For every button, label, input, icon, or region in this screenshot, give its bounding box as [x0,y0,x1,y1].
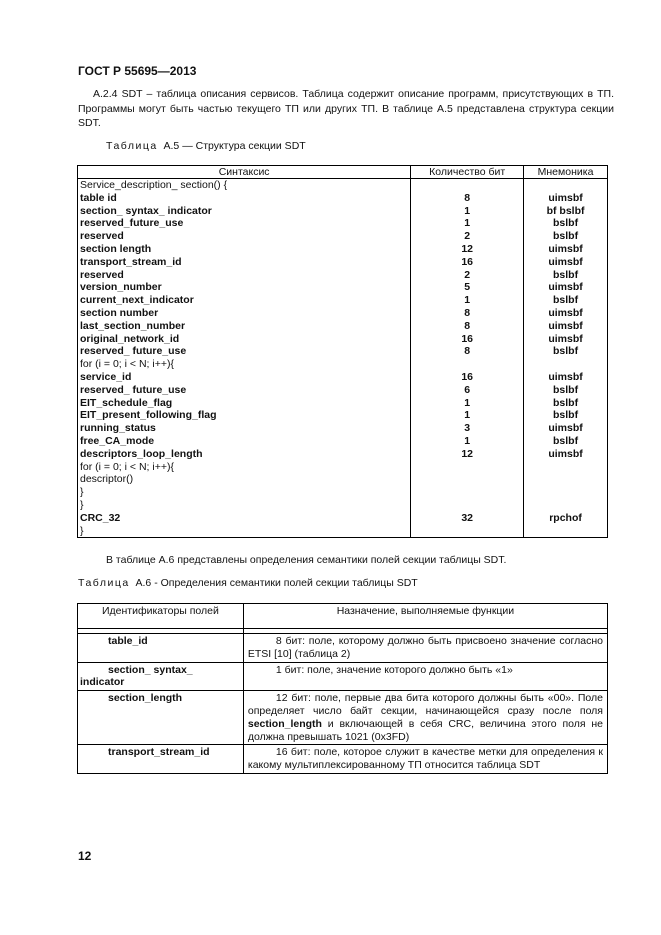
bits-cell: 8 [411,345,524,358]
table-row [78,294,608,307]
bits-cell: 6 [411,384,524,397]
mnemonic-cell: uimsbf [524,371,608,384]
mnemonic-cell: bslbf [524,269,608,282]
bits-cell: 16 [411,256,524,269]
mid-paragraph: В таблице А.6 представлены определения семантики полей секции таблицы SDT. [106,554,507,566]
table-row [78,281,608,294]
table-row [78,512,608,525]
bits-cell: 1 [411,217,524,230]
description-text: 12 бит: поле, первые два бита которого должны быть «00». Поле определяет число байт секции, начинающейся сразу после поля [247,692,603,717]
mnemonic-cell: uimsbf [524,320,608,333]
bits-cell [411,358,524,371]
intro-paragraph [78,87,614,131]
syntax-cell: original_network_id [78,333,411,346]
table-a6-header-row [78,604,608,629]
bits-cell: 1 [411,409,524,422]
syntax-cell: EIT_present_following_flag [78,409,411,422]
syntax-cell: version_number [78,281,411,294]
syntax-cell: Service_description_ section() { [78,179,411,192]
syntax-cell: reserved_future_use [78,217,411,230]
table-row [78,397,608,410]
mnemonic-cell: uimsbf [524,333,608,346]
table-a5-sdt-structure [77,165,608,538]
bits-cell: 12 [411,448,524,461]
mnemonic-cell: bslbf [524,409,608,422]
field-identifier-cell: transport_stream_id [78,745,244,774]
mnemonic-cell [524,461,608,474]
mnemonic-cell: bslbf [524,384,608,397]
description-text: и включающей в себя CRC, величина этого поля не должна превышать 1021 (0x3FD) [247,717,603,743]
table-row [78,179,608,192]
table-row [78,384,608,397]
field-description-cell [243,662,607,691]
bits-cell: 1 [411,205,524,218]
table-row [78,499,608,512]
table-row [78,345,608,358]
bits-cell [411,499,524,512]
document-header: ГОСТ Р 55695—2013 [78,64,197,78]
bits-cell: 3 [411,422,524,435]
syntax-cell: reserved_ future_use [78,384,411,397]
syntax-cell: free_CA_mode [78,435,411,448]
bits-cell: 32 [411,512,524,525]
table-row [78,745,608,774]
syntax-cell: current_next_indicator [78,294,411,307]
bits-cell: 5 [411,281,524,294]
syntax-cell: } [78,486,411,499]
mnemonic-cell [524,525,608,538]
bits-cell: 1 [411,397,524,410]
syntax-cell: section_ syntax_ indicator [78,205,411,218]
table-a5-caption-word: Таблица [106,140,158,152]
description-text: 16 бит: поле, которое служит в качестве метки для определения к какому мультиплексированному ТП относится таблица SDT [247,746,603,772]
table-a5-caption [106,140,306,152]
table-row [78,448,608,461]
mnemonic-cell: uimsbf [524,281,608,294]
description-text: section_length [247,717,322,730]
syntax-cell: } [78,525,411,538]
field-identifier-cell: section_ syntax_ indicator [78,662,244,691]
table-a5-header-row [78,166,608,179]
table-row [78,192,608,205]
mnemonic-cell [524,358,608,371]
syntax-cell: descriptors_loop_length [78,448,411,461]
table-row [78,269,608,282]
syntax-cell: } [78,499,411,512]
table-row [78,243,608,256]
bits-cell: 2 [411,230,524,243]
page-number: 12 [78,849,92,863]
table-row [78,409,608,422]
bits-cell: 16 [411,333,524,346]
syntax-cell: transport_stream_id [78,256,411,269]
table-row [78,371,608,384]
syntax-cell: reserved [78,230,411,243]
table-a6-body [78,604,608,774]
bits-cell: 8 [411,320,524,333]
bits-cell [411,525,524,538]
syntax-cell: section number [78,307,411,320]
syntax-cell: table id [78,192,411,205]
bits-cell: 1 [411,435,524,448]
bits-cell: 12 [411,243,524,256]
mnemonic-cell [524,499,608,512]
bits-cell [411,461,524,474]
mnemonic-cell: uimsbf [524,448,608,461]
table-row [78,461,608,474]
table-row [78,634,608,663]
field-description-cell [243,745,607,774]
syntax-cell: last_section_number [78,320,411,333]
mnemonic-cell: uimsbf [524,192,608,205]
table-a6-caption-text: А.6 - Определения семантики полей секции таблицы SDT [135,577,418,589]
bits-cell [411,473,524,486]
table-a5-caption-text: А.5 — Структура секции SDT [163,140,306,152]
table-row [78,473,608,486]
table-a6-caption [78,577,418,589]
table-row [78,230,608,243]
table-row [78,691,608,745]
mnemonic-cell: uimsbf [524,243,608,256]
mnemonic-cell [524,486,608,499]
table-row [78,307,608,320]
syntax-cell: reserved_ future_use [78,345,411,358]
table-a6-field-semantics [77,603,608,774]
table-row [78,486,608,499]
column-header-bits: Количество бит [411,166,524,179]
table-row [78,333,608,346]
field-identifier-cell: table_id [78,634,244,663]
bits-cell: 2 [411,269,524,282]
mnemonic-cell [524,179,608,192]
mnemonic-cell: rpchof [524,512,608,525]
bits-cell: 16 [411,371,524,384]
intro-paragraph-text: A.2.4 SDT – таблица описания сервисов. Таблица содержит описание программ, присутствующих в ТП. Программы могут быть частью текущего ТП или других ТП. В таблице А.5 представлена структура секции SDT. [78,88,614,129]
table-row [78,435,608,448]
mnemonic-cell: uimsbf [524,422,608,435]
column-header-mnemonic: Мнемоника [524,166,608,179]
table-row [78,217,608,230]
field-description-cell [243,634,607,663]
description-text: 8 бит: поле, которому должно быть присвоено значение согласно ETSI [10] (таблица 2) [247,635,603,660]
table-row [78,525,608,538]
table-a6-caption-word: Таблица [78,577,130,589]
syntax-cell: EIT_schedule_flag [78,397,411,410]
syntax-cell: for (i = 0; i < N; i++){ [78,358,411,371]
mnemonic-cell: bslbf [524,435,608,448]
field-description-cell [243,691,607,745]
table-row [78,205,608,218]
bits-cell: 8 [411,192,524,205]
bits-cell [411,179,524,192]
table-row [78,320,608,333]
syntax-cell: service_id [78,371,411,384]
syntax-cell: reserved [78,269,411,282]
field-identifier-cell: section_length [78,691,244,745]
table-row [78,422,608,435]
table-row [78,256,608,269]
syntax-cell: for (i = 0; i < N; i++){ [78,461,411,474]
mnemonic-cell: uimsbf [524,307,608,320]
column-header-syntax: Синтаксис [78,166,411,179]
syntax-cell: section length [78,243,411,256]
syntax-cell: running_status [78,422,411,435]
mnemonic-cell: bslbf [524,397,608,410]
table-a5-body [78,179,608,538]
bits-cell: 8 [411,307,524,320]
mnemonic-cell: bslbf [524,230,608,243]
mnemonic-cell [524,473,608,486]
syntax-cell: descriptor() [78,473,411,486]
mnemonic-cell: bslbf [524,345,608,358]
syntax-cell: CRC_32 [78,512,411,525]
mnemonic-cell: uimsbf [524,256,608,269]
mnemonic-cell: bslbf [524,294,608,307]
bits-cell [411,486,524,499]
bits-cell: 1 [411,294,524,307]
description-text: 1 бит: поле, значение которого должно быть «1» [275,663,513,676]
column-header-purpose: Назначение, выполняемые функции [243,604,607,629]
mnemonic-cell: bf bslbf [524,205,608,218]
column-header-field-ids: Идентификаторы полей [78,604,244,629]
table-row [78,358,608,371]
mnemonic-cell: bslbf [524,217,608,230]
table-row [78,662,608,691]
